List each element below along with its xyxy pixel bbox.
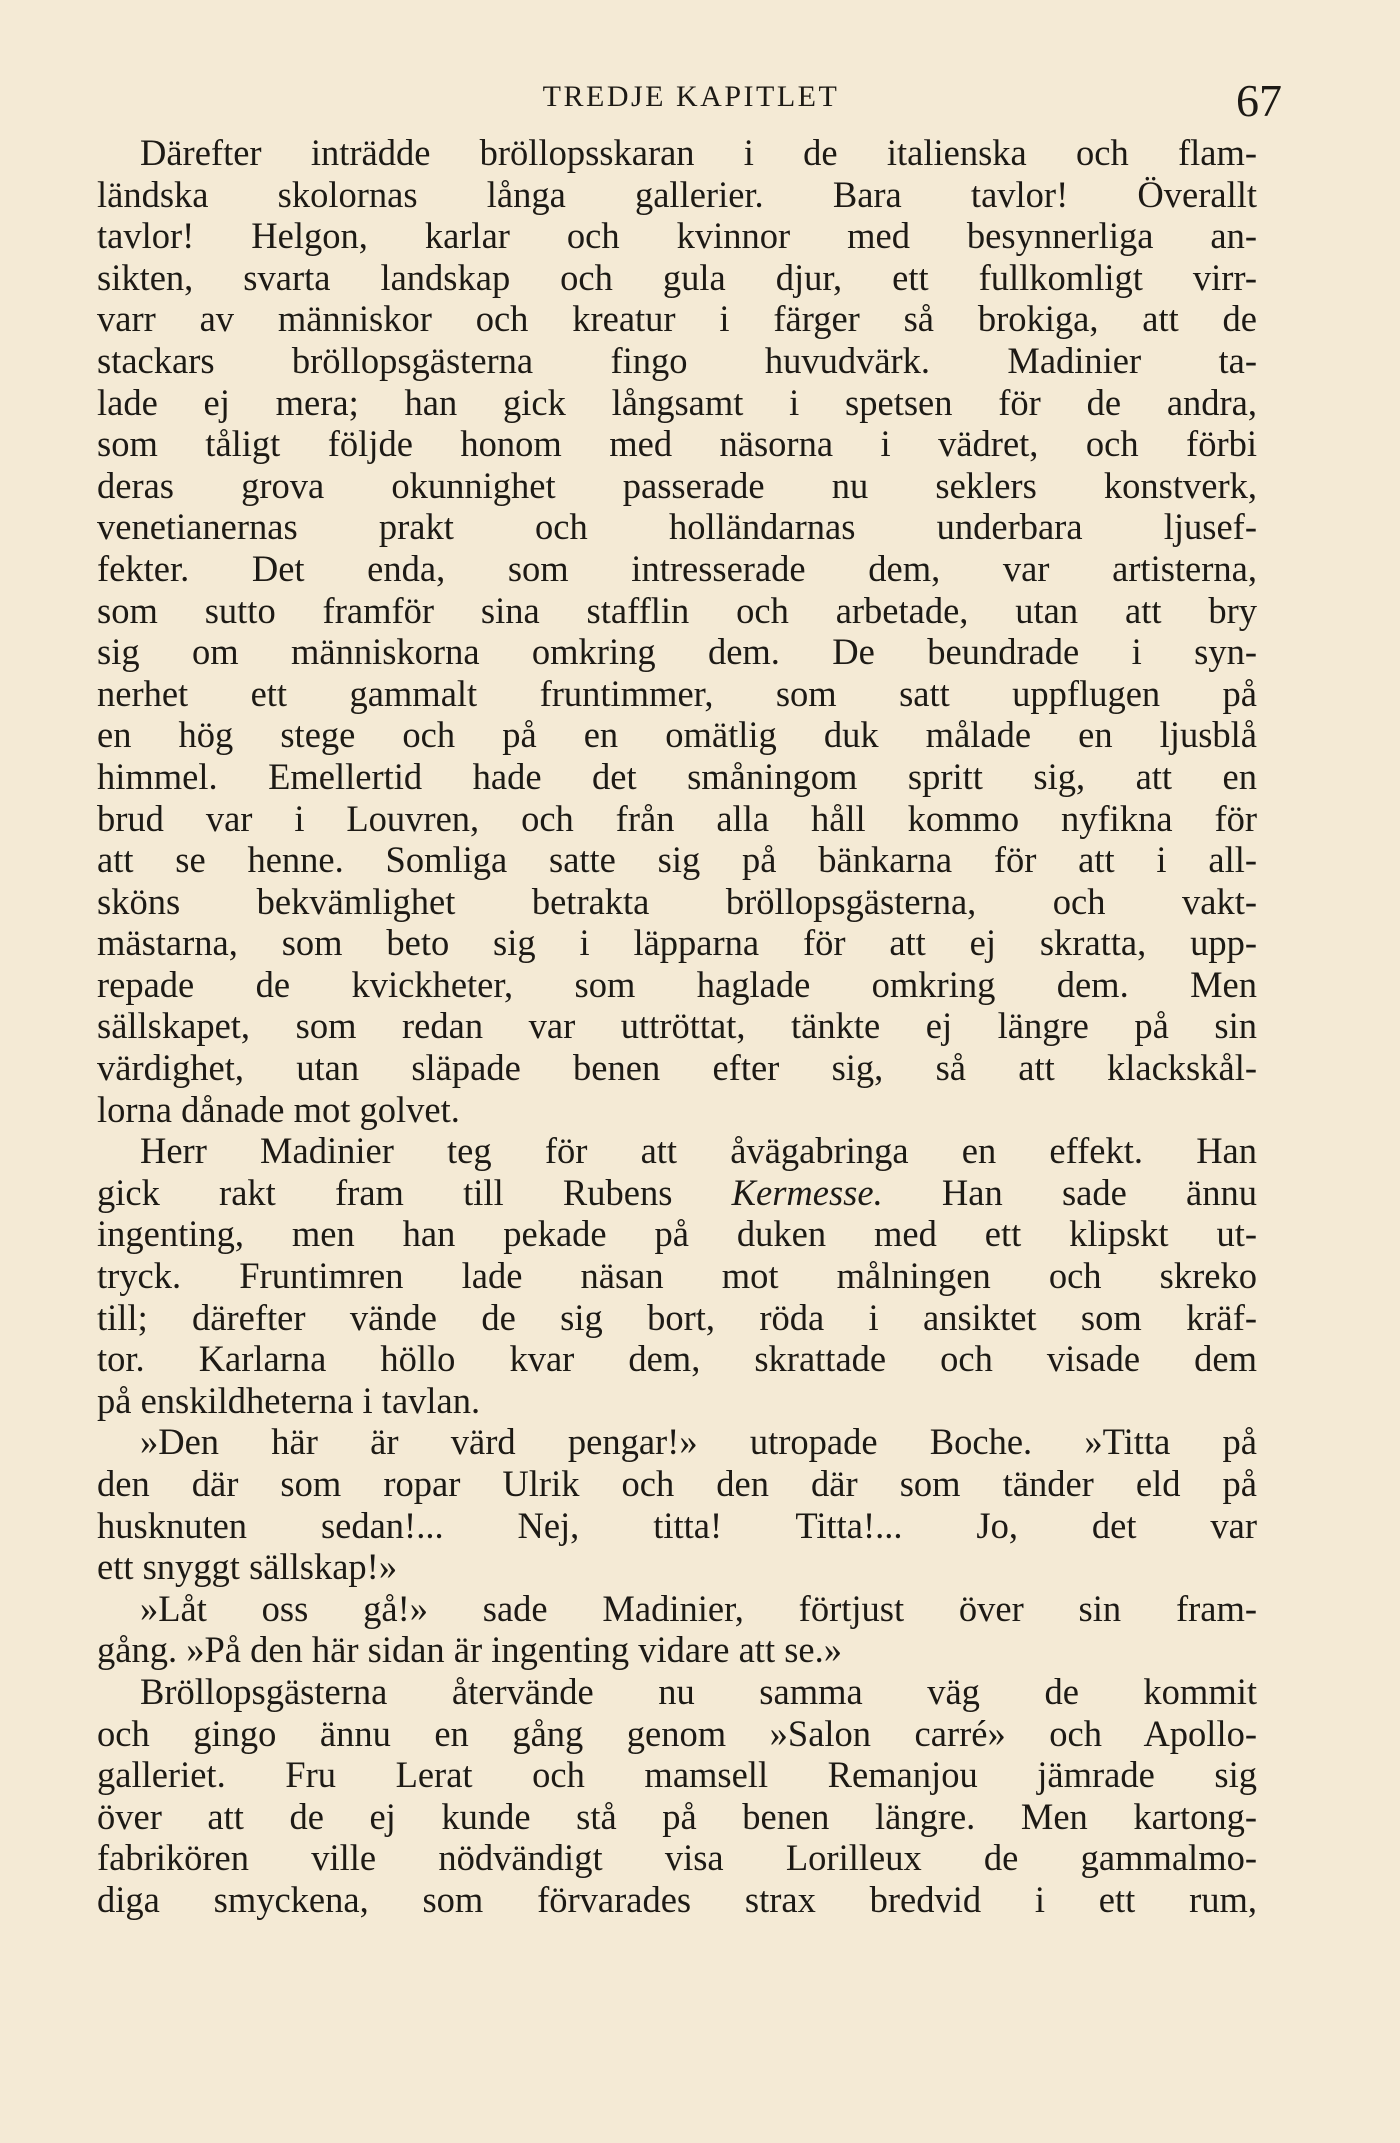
text-line: värdighet, utan släpade benen efter sig, så att klackskål- <box>97 1047 1257 1089</box>
body-text <box>97 132 1257 1921</box>
text-line: »Låt oss gå!» sade Madinier, förtjust över sin fram- <box>140 1587 1257 1629</box>
text-line: husknuten sedan!... Nej, titta! Titta!... Jo, det var <box>97 1504 1257 1546</box>
text-line: tavlor! Helgon, karlar och kvinnor med besynnerliga an- <box>97 215 1257 257</box>
text-line: brud var i Louvren, och från alla håll kommo nyfikna för <box>97 797 1257 839</box>
text-line: gång. »På den här sidan är ingenting vidare att se.» <box>97 1629 842 1671</box>
text-line: som tåligt följde honom med näsorna i vädret, och förbi <box>97 423 1257 465</box>
text-line: mästarna, som beto sig i läpparna för att ej skratta, upp- <box>97 922 1257 964</box>
text-line: varr av människor och kreatur i färger så brokiga, att de <box>97 298 1257 340</box>
text-line: till; därefter vände de sig bort, röda i ansiktet som kräf- <box>97 1296 1257 1338</box>
text-line: galleriet. Fru Lerat och mamsell Remanjou jämrade sig <box>97 1754 1257 1796</box>
page-number: 67 <box>1236 75 1282 126</box>
text-segment: gick rakt fram till Rubens <box>97 1171 732 1213</box>
text-line: fabrikören ville nödvändigt visa Lorilleux de gammalmo- <box>97 1837 1257 1879</box>
text-line: över att de ej kunde stå på benen längre. Men kartong- <box>97 1795 1257 1837</box>
text-line: tryck. Fruntimren lade näsan mot målningen och skreko <box>97 1255 1257 1297</box>
text-line: deras grova okunnighet passerade nu seklers konstverk, <box>97 464 1257 506</box>
text-line: stackars bröllopsgästerna fingo huvudvärk. Madinier ta- <box>97 339 1257 381</box>
text-line: ingenting, men han pekade på duken med ett klipskt ut- <box>97 1213 1257 1255</box>
text-line: Därefter inträdde bröllopsskaran i de italienska och flam- <box>140 132 1257 173</box>
text-segment: Han sade ännu <box>882 1171 1257 1213</box>
text-line: sig om människorna omkring dem. De beundrade i syn- <box>97 631 1257 673</box>
text-line <box>97 1130 1257 1172</box>
text-line: på enskildheterna i tavlan. <box>97 1379 481 1421</box>
text-line: tor. Karlarna höllo kvar dem, skrattade och visade dem <box>97 1338 1257 1380</box>
text-line: den där som ropar Ulrik och den där som tänder eld på <box>97 1463 1257 1504</box>
text-line: och gingo ännu en gång genom »Salon carré» och Apollo- <box>97 1712 1257 1754</box>
text-line: lade ej mera; han gick långsamt i spetsen för de andra, <box>97 381 1257 423</box>
text-line: sikten, svarta landskap och gula djur, ett fullkomligt virr- <box>97 256 1257 298</box>
text-line: Bröllopsgästerna återvände nu samma väg de kommit <box>140 1670 1257 1712</box>
text-line: ett snyggt sällskap!» <box>97 1546 398 1588</box>
text-line: sköns bekvämlighet betrakta bröllopsgästerna, och vakt- <box>97 880 1257 922</box>
text-line: repade de kvickheter, som haglade omkring dem. Men <box>97 963 1257 1005</box>
text-line: lorna dånade mot golvet. <box>97 1088 460 1130</box>
text-line: »Den här är värd pengar!» utropade Boche. »Titta på <box>140 1421 1257 1463</box>
text-line: att se henne. Somliga satte sig på bänkarna för att i all- <box>97 839 1257 881</box>
italic-title: Kermesse. <box>731 1171 883 1213</box>
text-line: venetianernas prakt och holländarnas underbara ljusef- <box>97 506 1257 548</box>
text-line: som sutto framför sina stafflin och arbetade, utan att bry <box>97 589 1257 631</box>
text-line: fekter. Det enda, som intresserade dem, var artisterna, <box>97 547 1257 589</box>
text-segment: Herr Madinier teg för att åvägabringa en effekt. Han <box>140 1130 1257 1172</box>
text-line: en hög stege och på en omätlig duk målade en ljusblå <box>97 714 1257 756</box>
text-line <box>97 1172 1257 1214</box>
text-line: ländska skolornas långa gallerier. Bara tavlor! Överallt <box>97 173 1257 215</box>
text-line: sällskapet, som redan var uttröttat, tänkte ej längre på sin <box>97 1005 1257 1047</box>
running-title: TREDJE KAPITLET <box>542 80 840 113</box>
text-line: nerhet ett gammalt fruntimmer, som satt uppflugen på <box>97 672 1257 714</box>
text-line: diga smyckena, som förvarades strax bredvid i ett rum, <box>97 1878 1257 1920</box>
page-header <box>100 74 1282 134</box>
text-line: himmel. Emellertid hade det småningom spritt sig, att en <box>97 755 1257 797</box>
